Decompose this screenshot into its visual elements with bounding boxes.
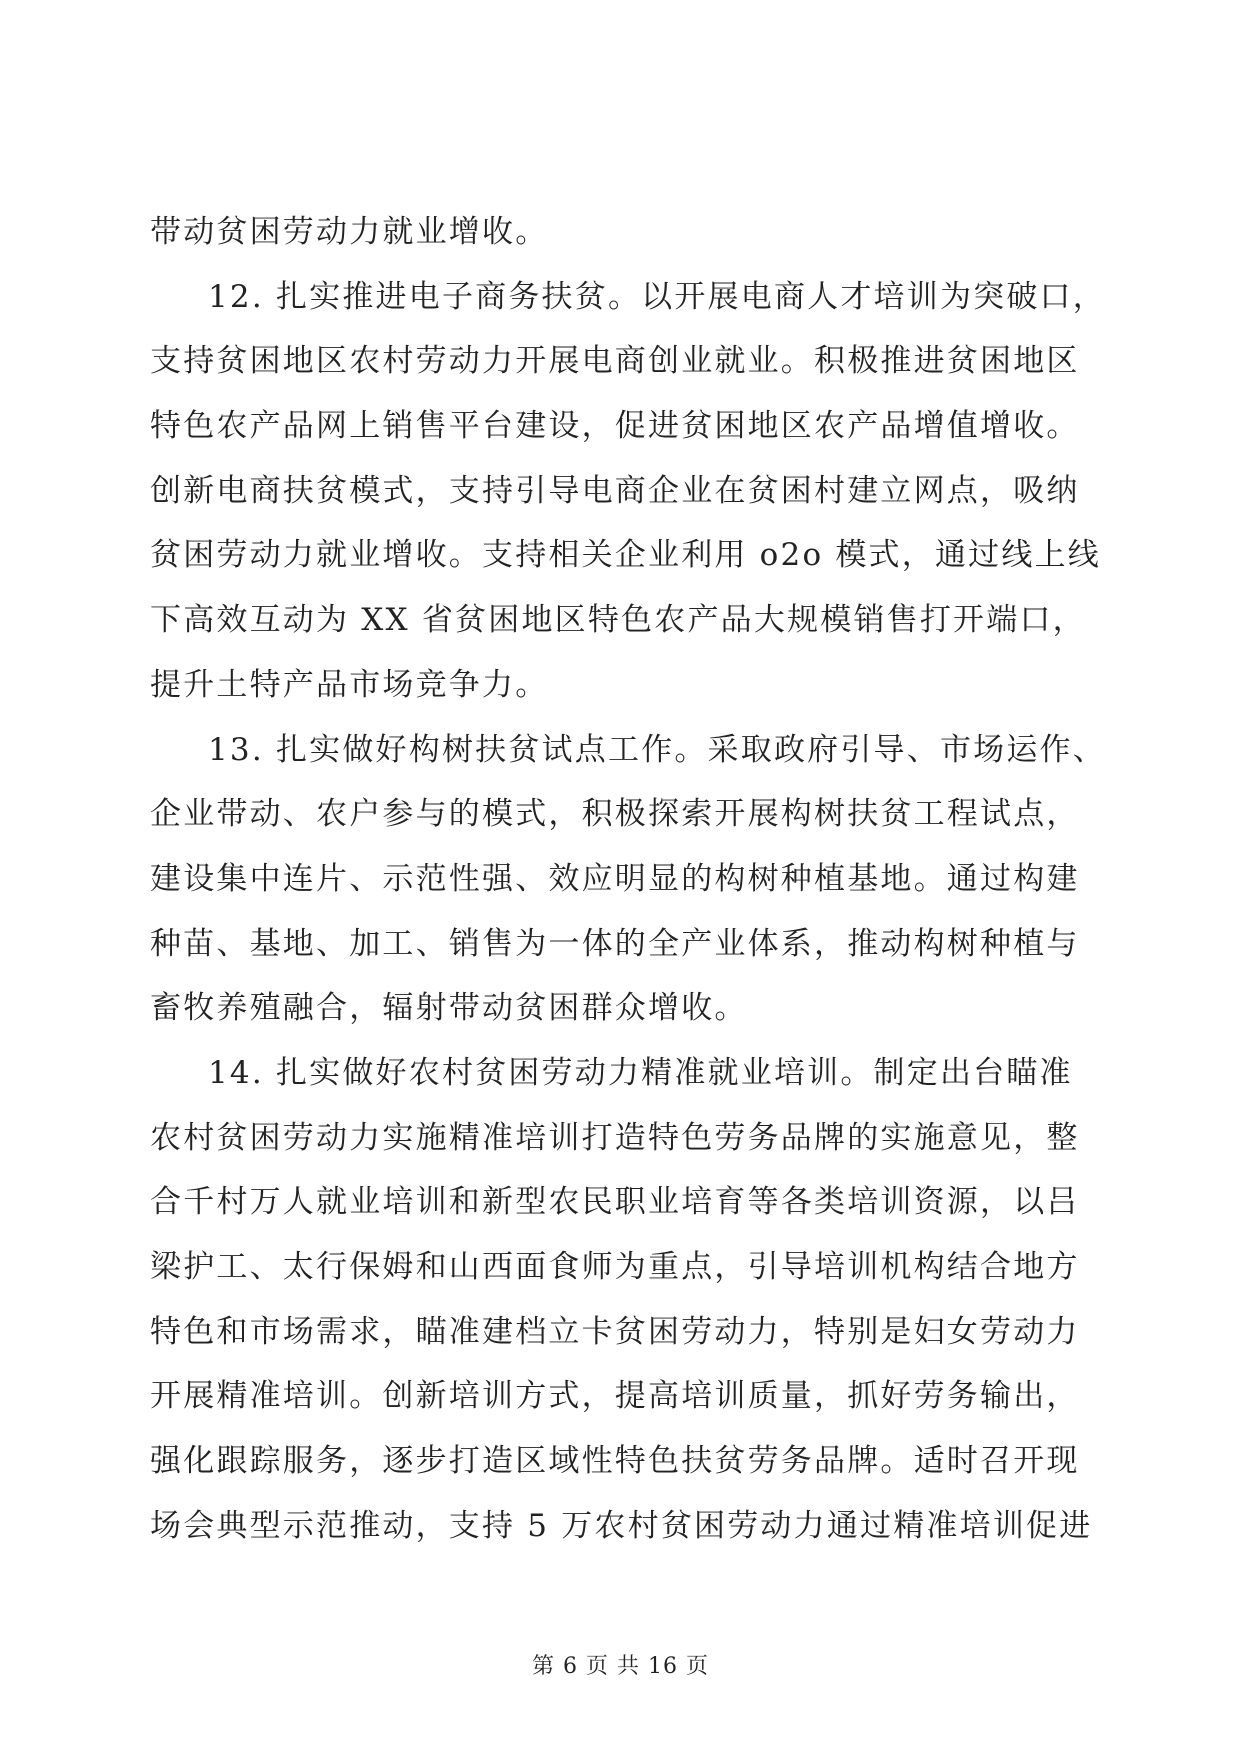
text-line: 场会典型示范推动，支持 5 万农村贫困劳动力通过精准培训促进: [150, 1507, 1093, 1544]
text-line: 13. 扎实做好构树扶贫试点工作。采取政府引导、市场运作、: [208, 731, 1106, 768]
text-line: 下高效互动为 XX 省贫困地区特色农产品大规模销售打开端口，: [150, 602, 1086, 639]
text-line: 特色农产品网上销售平台建设，促进贫困地区农产品增值增收。: [150, 408, 1080, 445]
text-line: 建设集中连片、示范性强、效应明显的构树种植基地。通过构建: [150, 860, 1080, 897]
text-line: 畜牧养殖融合，辐射带动贫困群众增收。: [150, 990, 748, 1027]
text-line: 梁护工、太行保姆和山西面食师为重点，引导培训机构结合地方: [150, 1249, 1080, 1285]
text-line: 创新电商扶贫模式，支持引导电商企业在贫困村建立网点，吸纳: [150, 472, 1080, 509]
text-line: 特色和市场需求，瞄准建档立卡贫困劳动力，特别是妇女劳动力: [150, 1313, 1080, 1350]
text-line: 14. 扎实做好农村贫困劳动力精准就业培训。制定出台瞄准: [208, 1054, 1073, 1091]
text-line: 合千村万人就业培训和新型农民职业培育等各类培训资源，以吕: [150, 1184, 1080, 1221]
text-line: 带动贫困劳动力就业增收。: [150, 214, 549, 250]
page-footer: 第 6 页 共 16 页: [532, 1654, 709, 1679]
text-line: 种苗、基地、加工、销售为一体的全产业体系，推动构树种植与: [150, 925, 1080, 962]
text-line: 提升土特产品市场竞争力。: [150, 666, 549, 703]
text-line: 支持贫困地区农村劳动力开展电商创业就业。积极推进贫困地区: [150, 343, 1080, 380]
text-line: 贫困劳动力就业增收。支持相关企业利用 o2o 模式，通过线上线: [150, 537, 1101, 574]
text-line: 开展精准培训。创新培训方式，提高培训质量，抓好劳务输出，: [150, 1378, 1080, 1415]
text-line: 农村贫困劳动力实施精准培训打造特色劳务品牌的实施意见，整: [150, 1119, 1080, 1156]
text-line: 12. 扎实推进电子商务扶贫。以开展电商人才培训为突破口，: [208, 278, 1106, 315]
text-line: 企业带动、农户参与的模式，积极探索开展构树扶贫工程试点，: [150, 796, 1080, 833]
text-line: 强化跟踪服务，逐步打造区域性特色扶贫劳务品牌。适时召开现: [150, 1443, 1080, 1480]
body-text: [150, 200, 1106, 1558]
